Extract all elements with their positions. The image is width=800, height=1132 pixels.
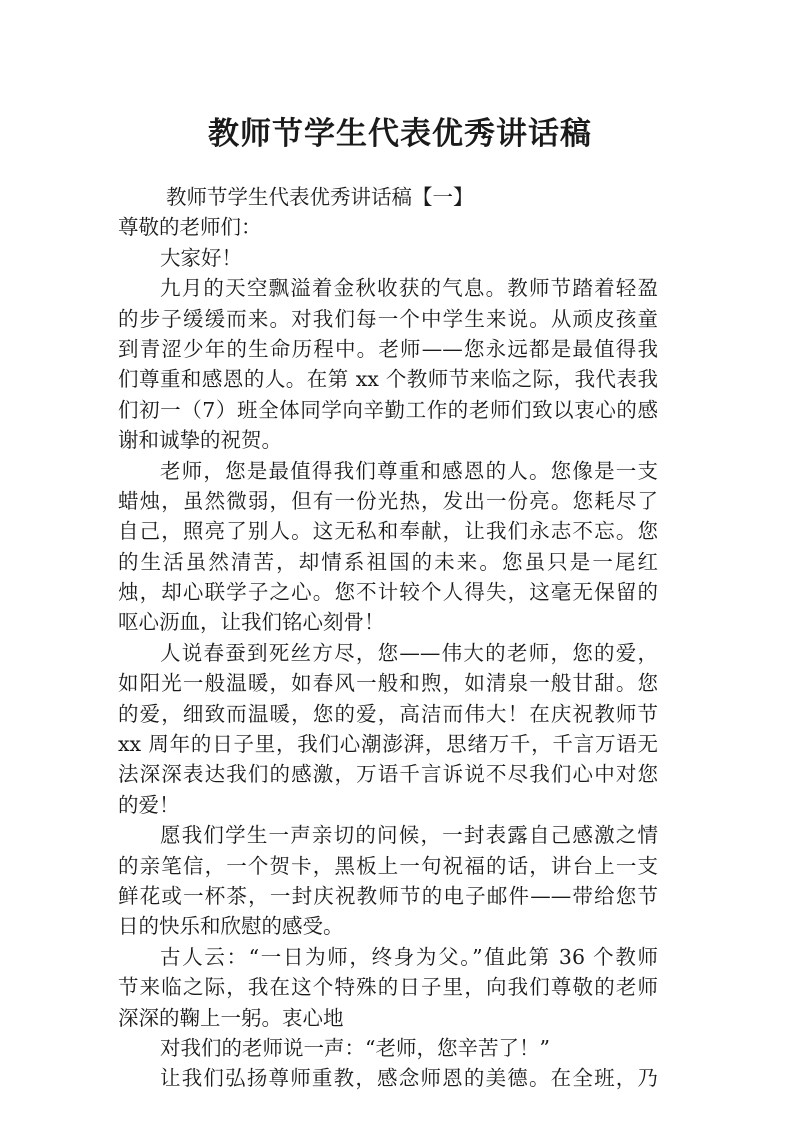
paragraph-line: 人说春蚕到死丝方尽，您——伟大的老师，您的爱， [160,640,658,665]
paragraph-line: 法深深表达我们的感激，万语千言诉说不尽我们心中对您 [118,762,658,787]
paragraph-line: 如阳光一般温暖，如春风一般和煦，如清泉一般甘甜。您 [118,671,658,696]
paragraph-line: 的亲笔信，一个贺卡，黑板上一句祝福的话，讲台上一支 [118,853,658,878]
paragraph-line: 古人云：“一日为师，终身为父。”值此第 36 个教师 [160,944,658,969]
paragraph-line: 自己，照亮了别人。这无私和奉献，让我们永志不忘。您 [118,519,658,544]
paragraph-line: 呕心沥血，让我们铭心刻骨！ [118,610,385,635]
paragraph-line: 们初一（7）班全体同学向辛勤工作的老师们致以衷心的感 [118,397,658,422]
salutation: 尊敬的老师们： [118,215,262,240]
paragraph-line: 到青涩少年的生命历程中。老师——您永远都是最值得我 [118,336,658,361]
paragraph-line: 的步子缓缓而来。对我们每一个中学生来说。从顽皮孩童 [118,306,658,331]
document-title: 教师节学生代表优秀讲话稿 [208,116,592,152]
greeting: 大家好！ [160,245,242,270]
document-body [118,182,658,1094]
section-heading: 教师节学生代表优秀讲话稿【一】 [166,185,474,209]
paragraph-line: 深深的鞠上一躬。衷心地 [118,1005,344,1030]
paragraph-line: 蜡烛，虽然微弱，但有一份光热，发出一份亮。您耗尽了 [118,488,658,513]
paragraph-line: 的爱，细致而温暖，您的爱，高洁而伟大！在庆祝教师节 [118,701,658,726]
paragraph-line: 的爱！ [118,792,180,817]
paragraph-line: 节来临之际，我在这个特殊的日子里，向我们尊敬的老师 [118,975,658,1000]
paragraph-line: 们尊重和感恩的人。在第 xx 个教师节来临之际，我代表我 [118,367,658,392]
paragraph-line: 对我们的老师说一声：“老师，您辛苦了！” [160,1035,550,1060]
paragraph-line: 日的快乐和欣慰的感受。 [118,914,344,939]
paragraph-line: 烛，却心联学子之心。您不计较个人得失，这毫无保留的 [118,580,658,605]
paragraph-line: 让我们弘扬尊师重教，感念师恩的美德。在全班，乃 [160,1066,658,1091]
paragraph-line: xx 周年的日子里，我们心潮澎湃，思绪万千，千言万语无 [118,732,658,757]
paragraph-line: 愿我们学生一声亲切的问候，一封表露自己感激之情 [160,823,658,848]
paragraph-line: 九月的天空飘溢着金秋收获的气息。教师节踏着轻盈 [160,276,658,301]
paragraph-line: 谢和诚挚的祝贺。 [118,428,282,453]
paragraph-line: 鲜花或一杯茶，一封庆祝教师节的电子邮件——带给您节 [118,883,658,908]
paragraph-line: 的生活虽然清苦，却情系祖国的未来。您虽只是一尾红 [118,549,658,574]
paragraph-line: 老师，您是最值得我们尊重和感恩的人。您像是一支 [160,458,658,483]
